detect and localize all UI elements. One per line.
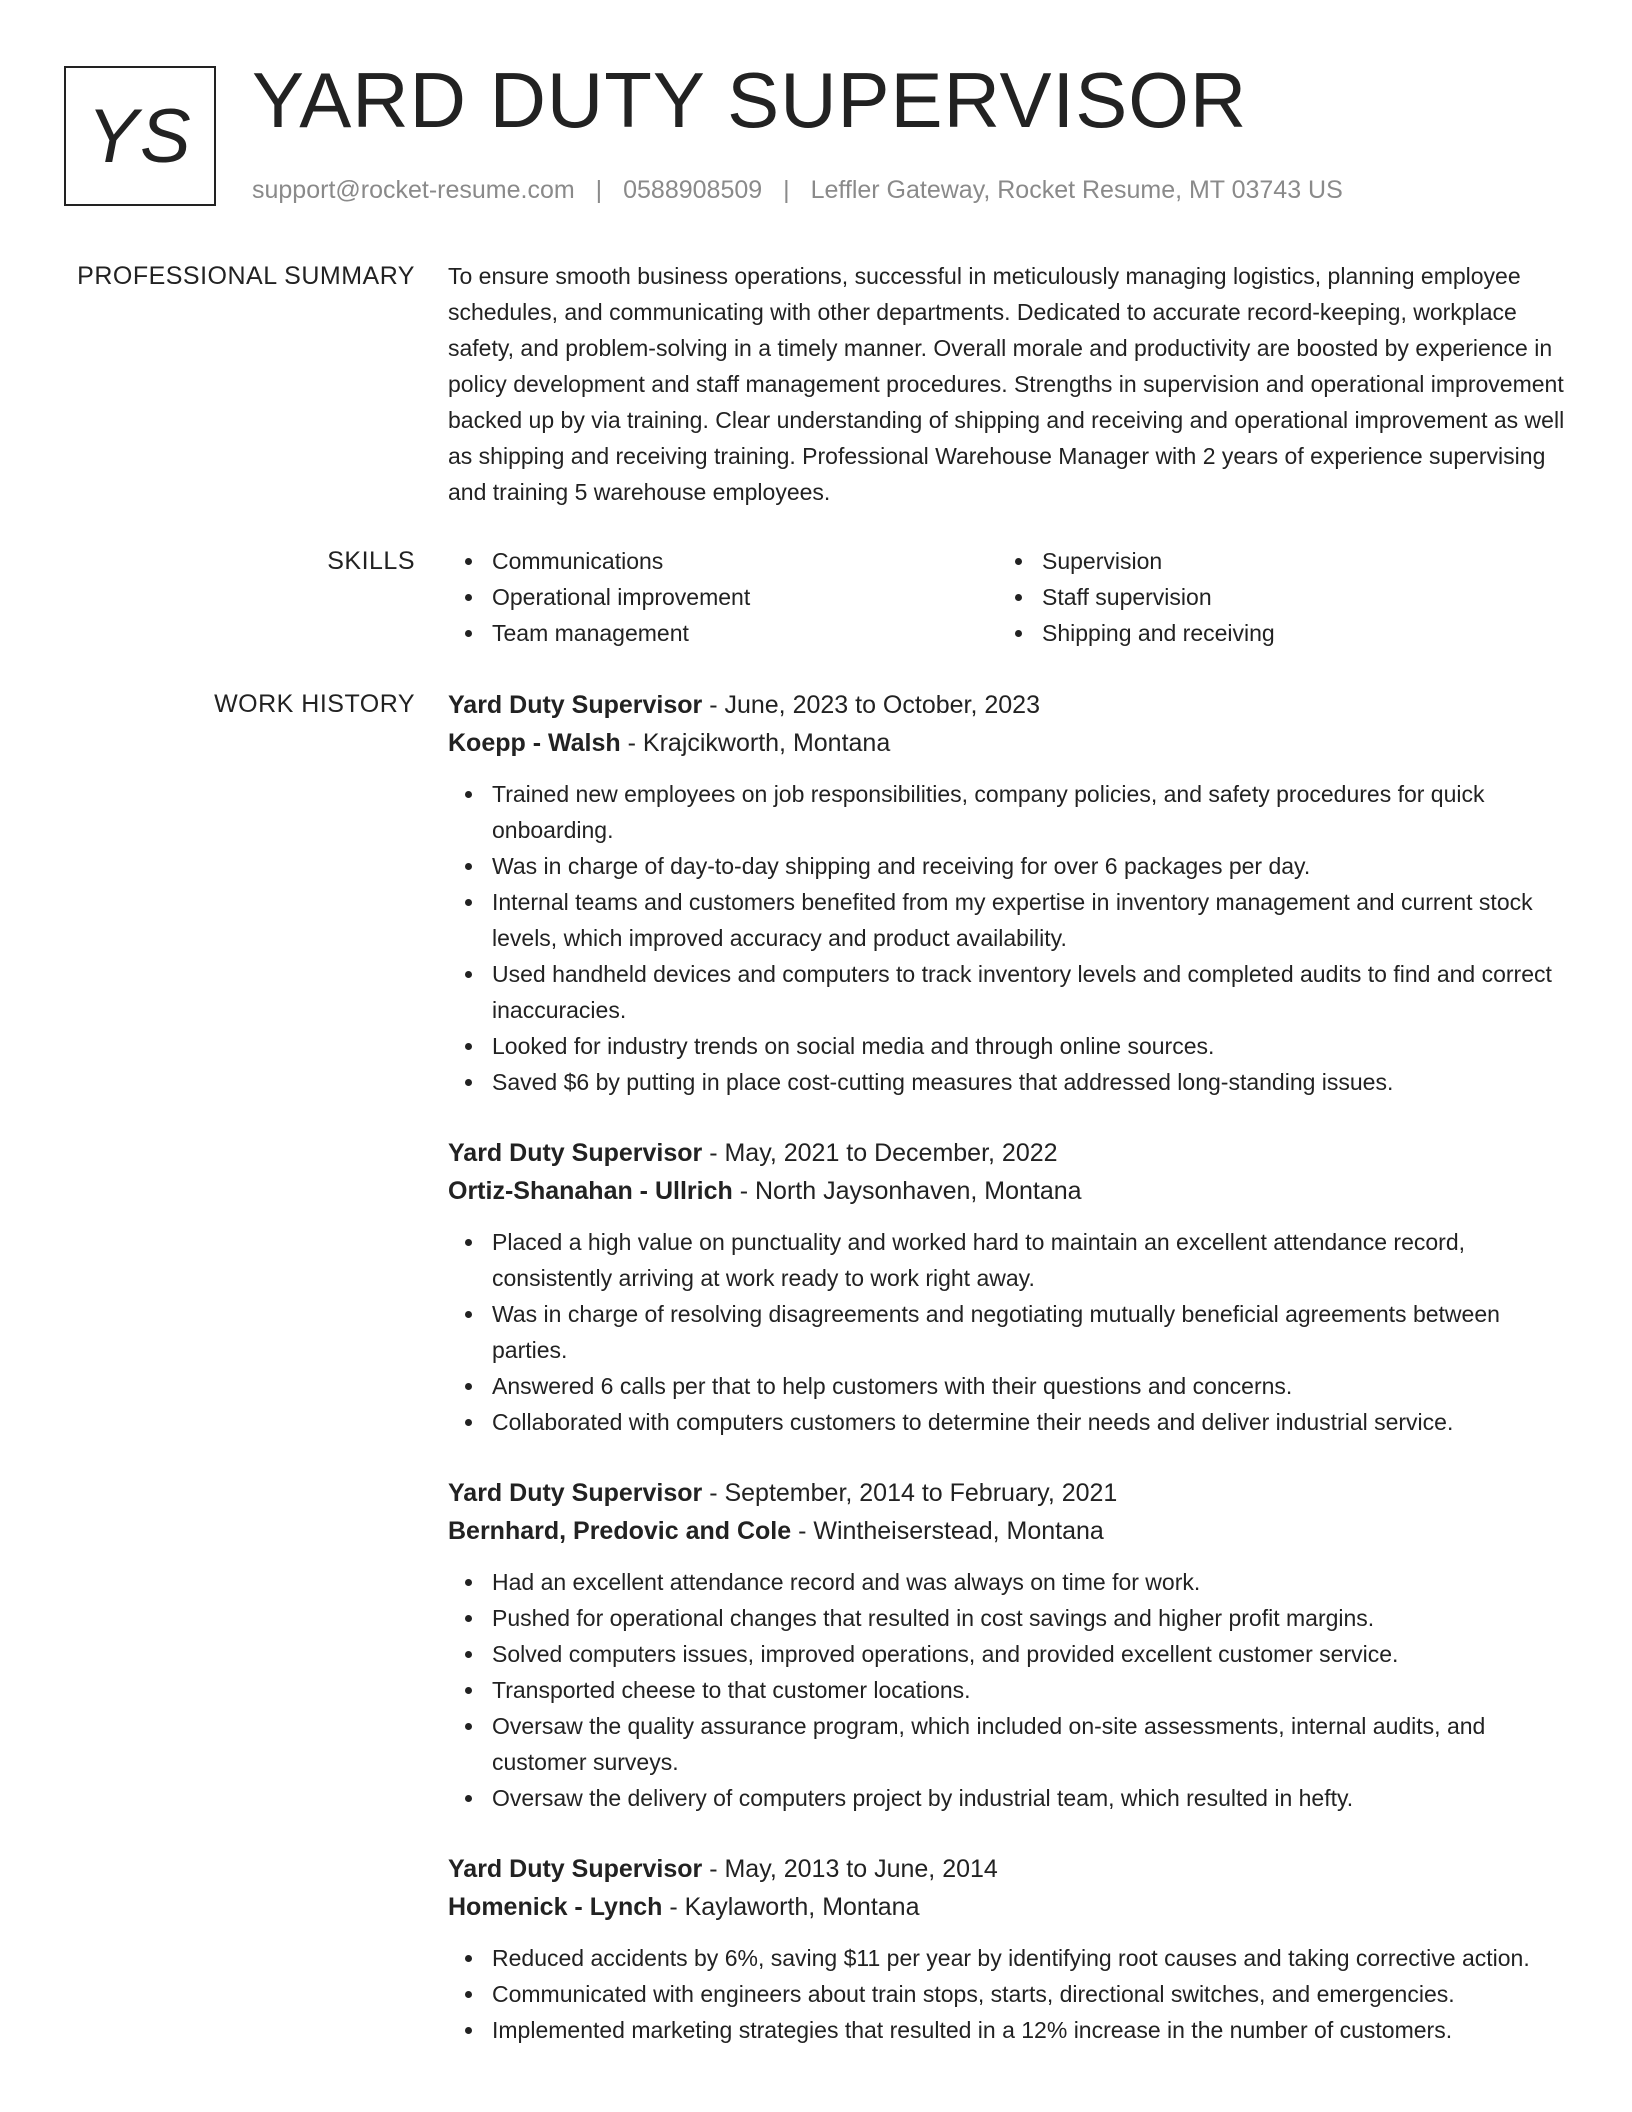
- job-location: - Kaylaworth, Montana: [669, 1893, 920, 1921]
- job-title: Yard Duty Supervisor: [448, 691, 703, 719]
- job-company-line: [448, 1888, 1568, 1926]
- summary-text: To ensure smooth business operations, successful in meticulously managing logistics, planning employee schedules, and communicating with other departments. Dedicated to accurate record-keeping, workplace safety, and problem-solving in a timely manner. Overall morale and productivity are boosted by experience in policy development and staff management procedures. Strengths in supervision and operational improvement backed up by via training. Clear understanding of shipping and receiving and operational improvement as well as shipping and receiving training. Professional Warehouse Manager with 2 years of experience supervising and training 5 warehouse employees.: [448, 263, 1565, 505]
- contact-separator: |: [595, 176, 603, 204]
- job-bullet: Had an excellent attendance record and was always on time for work.: [448, 1564, 1568, 1600]
- skill-item: Staff supervision: [998, 579, 1548, 615]
- job-bullet: Placed a high value on punctuality and worked hard to maintain an excellent attendance record, consistently arriving at work ready to work right away.: [448, 1224, 1568, 1296]
- monogram-logo: YS: [64, 66, 216, 206]
- job-title: Yard Duty Supervisor: [448, 1479, 703, 1507]
- job-bullet: Oversaw the delivery of computers project by industrial team, which resulted in hefty.: [448, 1780, 1568, 1816]
- resume-title: YARD DUTY SUPERVISOR: [252, 56, 1248, 144]
- job-entry: [448, 1134, 1568, 1440]
- contact-email[interactable]: support@rocket-resume.com: [252, 176, 575, 204]
- job-dates: - June, 2023 to October, 2023: [709, 691, 1040, 719]
- job-entry: [448, 1474, 1568, 1816]
- skills-list-left: [448, 543, 998, 651]
- job-bullet: Transported cheese to that customer locations.: [448, 1672, 1568, 1708]
- skill-item: Operational improvement: [448, 579, 998, 615]
- summary-heading: PROFESSIONAL SUMMARY: [77, 262, 415, 290]
- job-title-line: [448, 1850, 1568, 1888]
- job-bullet: Oversaw the quality assurance program, which included on-site assessments, internal audits, and customer surveys.: [448, 1708, 1568, 1780]
- job-bullet: Trained new employees on job responsibilities, company policies, and safety procedures for quick onboarding.: [448, 776, 1568, 848]
- job-entry: [448, 1850, 1568, 2048]
- job-bullet: Reduced accidents by 6%, saving $11 per year by identifying root causes and taking corrective action.: [448, 1940, 1568, 1976]
- job-bullets: [448, 776, 1568, 1100]
- job-dates: - May, 2021 to December, 2022: [709, 1139, 1058, 1167]
- job-company-line: [448, 724, 1568, 762]
- work-history-heading: WORK HISTORY: [214, 690, 415, 718]
- job-title-line: [448, 1474, 1568, 1512]
- work-history-section: [448, 686, 1568, 2082]
- job-title-line: [448, 1134, 1568, 1172]
- contact-line: [252, 174, 1343, 206]
- job-dates: - May, 2013 to June, 2014: [709, 1855, 998, 1883]
- job-bullet: Pushed for operational changes that resulted in cost savings and higher profit margins.: [448, 1600, 1568, 1636]
- contact-phone[interactable]: 0588908509: [623, 176, 763, 204]
- job-dates: - September, 2014 to February, 2021: [709, 1479, 1118, 1507]
- job-company-line: [448, 1172, 1568, 1210]
- job-location: - Wintheiserstead, Montana: [798, 1517, 1104, 1545]
- summary-section: [448, 258, 1568, 510]
- contact-address: Leffler Gateway, Rocket Resume, MT 03743 US: [810, 176, 1343, 204]
- skill-item: Team management: [448, 615, 998, 651]
- job-location: - North Jaysonhaven, Montana: [739, 1177, 1082, 1205]
- job-company: Koepp - Walsh: [448, 729, 621, 757]
- skills-section: [448, 543, 1568, 651]
- job-company: Ortiz-Shanahan - Ullrich: [448, 1177, 733, 1205]
- skill-item: Communications: [448, 543, 998, 579]
- job-bullet: Collaborated with computers customers to determine their needs and deliver industrial service.: [448, 1404, 1568, 1440]
- job-bullet: Solved computers issues, improved operations, and provided excellent customer service.: [448, 1636, 1568, 1672]
- skills-list-right: [998, 543, 1548, 651]
- job-company-line: [448, 1512, 1568, 1550]
- job-bullet: Looked for industry trends on social media and through online sources.: [448, 1028, 1568, 1064]
- skill-item: Shipping and receiving: [998, 615, 1548, 651]
- contact-separator: |: [783, 176, 790, 204]
- job-title: Yard Duty Supervisor: [448, 1855, 703, 1883]
- skills-heading: SKILLS: [327, 547, 415, 575]
- job-bullet: Answered 6 calls per that to help customers with their questions and concerns.: [448, 1368, 1568, 1404]
- job-bullet: Implemented marketing strategies that resulted in a 12% increase in the number of customers.: [448, 2012, 1568, 2048]
- skill-item: Supervision: [998, 543, 1548, 579]
- job-bullet: Communicated with engineers about train stops, starts, directional switches, and emergencies.: [448, 1976, 1568, 2012]
- job-entry: [448, 686, 1568, 1100]
- job-bullet: Was in charge of resolving disagreements and negotiating mutually beneficial agreements between parties.: [448, 1296, 1568, 1368]
- job-location: - Krajcikworth, Montana: [627, 729, 891, 757]
- job-bullet: Was in charge of day-to-day shipping and receiving for over 6 packages per day.: [448, 848, 1568, 884]
- job-title: Yard Duty Supervisor: [448, 1139, 703, 1167]
- job-title-line: [448, 686, 1568, 724]
- job-bullet: Saved $6 by putting in place cost-cutting measures that addressed long-standing issues.: [448, 1064, 1568, 1100]
- job-bullets: [448, 1224, 1568, 1440]
- job-company: Bernhard, Predovic and Cole: [448, 1517, 792, 1545]
- job-company: Homenick - Lynch: [448, 1893, 663, 1921]
- job-bullet: Internal teams and customers benefited from my expertise in inventory management and current stock levels, which improved accuracy and product availability.: [448, 884, 1568, 956]
- job-bullets: [448, 1940, 1568, 2048]
- job-bullets: [448, 1564, 1568, 1816]
- job-bullet: Used handheld devices and computers to track inventory levels and completed audits to find and correct inaccuracies.: [448, 956, 1568, 1028]
